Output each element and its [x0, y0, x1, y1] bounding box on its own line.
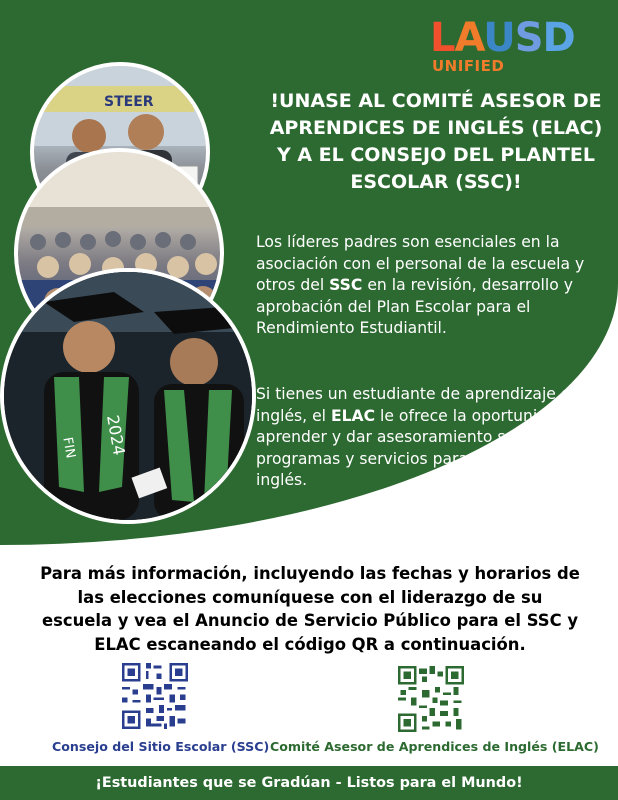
paragraph-elac-bold: ELAC: [330, 406, 376, 425]
paragraph-ssc-text-end: en la revisión, desarrollo y aprobación del Plan Escolar para el Rendimiento Estudiantil.: [256, 276, 573, 337]
more-info-text: Para más información, incluyendo las fechas y horarios de las elecciones comuníquese con el liderazgo de su escuela y vea el Anuncio de Servicio Público para el SSC y ELAC escaneando el código QR a continuación.: [40, 564, 580, 654]
logo-wordmark: [430, 15, 575, 61]
qr-code-elac-icon[interactable]: [398, 666, 464, 732]
photo-banner-text: STEER: [104, 94, 154, 110]
page-title: !UNASE AL COMITÉ ASESOR DE APRENDICES DE INGLÉS (ELAC) Y A EL CONSEJO DEL PLANTEL ESCOLAR (SSC)!: [269, 90, 603, 193]
photo-graduates-illustration: [4, 272, 252, 520]
paragraph-elac: [256, 384, 608, 492]
lausd-logo: [430, 15, 600, 76]
logo-letter-a: A: [454, 15, 484, 61]
paragraph-elac-text-end: le ofrece la oportunidad de aprender y dar asesoramiento sobre los programas y servicios para aprendices de inglés.: [256, 406, 591, 489]
paragraph-ssc-text-start: Los líderes padres son esenciales en la asociación con el personal de la escuela y otros del: [256, 233, 585, 294]
logo-letter-d: D: [542, 15, 575, 61]
photo-graduates: [0, 268, 256, 524]
photo-sash-text: FIN: [59, 436, 78, 460]
logo-letter-l: L: [430, 15, 455, 61]
qr-code-ssc-icon[interactable]: [122, 663, 188, 729]
footer-banner: ¡Estudiantes que se Gradúan - Listos para el Mundo!: [0, 766, 618, 800]
qr-label-ssc: Consejo del Sitio Escolar (SSC): [52, 739, 270, 754]
logo-unified-text: UNIFIED: [432, 57, 505, 75]
photo-sash-year: 2024: [103, 413, 129, 457]
logo-letter-s: S: [514, 15, 543, 61]
qr-label-elac: Comité Asesor de Aprendices de Inglés (ELAC): [270, 739, 599, 754]
paragraph-elac-text-start: Si tienes un estudiante de aprendizaje de inglés, el: [256, 385, 581, 425]
paragraph-ssc: [256, 232, 608, 340]
paragraph-ssc-bold: SSC: [329, 276, 363, 294]
logo-letter-u: U: [483, 15, 515, 61]
